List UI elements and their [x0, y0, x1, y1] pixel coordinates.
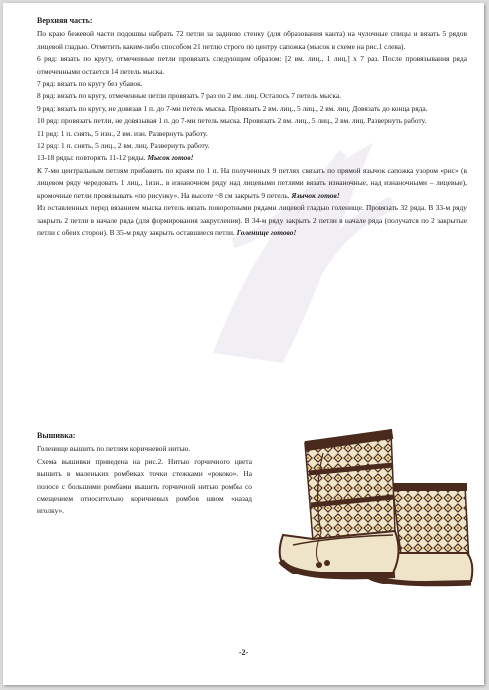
document-page — [3, 3, 484, 685]
section-heading-top: Верхняя часть: — [37, 16, 93, 25]
knitted-boots-photo — [253, 413, 478, 588]
paragraph — [37, 165, 467, 202]
paragraph: По краю бежевой части подошвы набрать 72 петли за заднюю стенку (для образования канта) на чулочные спицы и вязать 5 рядов лицевой гладью. Отметить каким-либо способом 21 петлю строго по центру сапожка (мысок в схеме на рис.1 слева). — [37, 29, 467, 51]
page-number: -2- — [238, 648, 249, 657]
paragraph: 12 ряд: 1 п. снять, 5 лиц., 2 вм. лиц. Развернуть работу. — [37, 141, 210, 151]
paragraph — [37, 202, 467, 239]
section-heading-embroidery: Вышивка: — [37, 431, 76, 440]
paragraph: 8 ряд: вязать по кругу, отмеченные петли провязать 7 раз по 2 вм. лиц. Осталось 7 петель мыска. — [37, 91, 342, 101]
paragraph: 6 ряд: вязать по кругу, отмеченные петли провязать следующим образом: [2 вм. лиц., 1 лиц.] х 7 раз. После провязывания ряда отмеченными остается 14 петель мыска. — [37, 54, 467, 76]
milestone-tongue-done: Язычок готов! — [291, 190, 340, 200]
paragraph: 11 ряд: 1 п. снять, 5 изн., 2 вм. изн. Развернуть работу. — [37, 128, 208, 138]
paragraph — [37, 152, 467, 164]
paragraph: Схема вышивки приведена на рис.2. Нитью горчичного цвета вышить в маленьких ромбиках точки стежками «рококо». На полосе с большими ромбами вышить горчичной нитью ромбы со смещением относительно коричневых ромбов швом «назад иголку». — [37, 456, 252, 516]
paragraph: 10 ряд: провязать петли, не довязывая 1 п. до 7-ми петель мыска. Провязать 2 вм. лиц., 5 лиц., 2 вм. лиц. Развернуть работу. — [37, 116, 427, 126]
embroidery-instructions — [37, 430, 252, 518]
paragraph: 9 ряд: вязать по кругу, не довязав 1 п. до 7-ми петель мыска. Провязать 2 вм. лиц., 5 лиц., 2 вм. лиц. Довязать до конца ряда. — [37, 103, 428, 113]
milestone-toe-done: Мысок готов! — [147, 153, 194, 163]
paragraph-text: К 7-ми центральным петлям прибавить по краям по 1 п. На полученных 9 петлях связать по прямой язычок сапожка узором «рис» (в лицевом ряду чередовать 1 лиц., 1изн., в изнаночном ряду над лицевыми петлями вязать изнаночные, над изнаночными – лицевые), кромочные петли провязывать «по рисунку». На высоте ~8 см закрыть 9 петель. — [37, 165, 467, 200]
paragraph-text: 13-18 ряды: повторять 11-12 ряды. — [37, 153, 146, 163]
milestone-shaft-done: Голенище готово! — [236, 227, 297, 237]
paragraph-text: Из оставленных перед вязанием мыска петель вязать поворотными рядами лицевой гладью голенище. Провязать 32 ряда. В 33-м ряду закрыть 2 петли в начале ряда (для формирования закругления). В 34-м ряду закрыть 2 петли в начале ряда (получатся по 2 закрытые петли с обеих сторон). В 35-м ряду закрыть оставшиеся петли. — [37, 203, 467, 237]
paragraph: 7 ряд: вязать по кругу без убавок. — [37, 79, 143, 89]
paragraph: Голенище вышить по петлям коричневой нитью. — [37, 444, 191, 454]
pattern-instructions — [37, 15, 467, 239]
